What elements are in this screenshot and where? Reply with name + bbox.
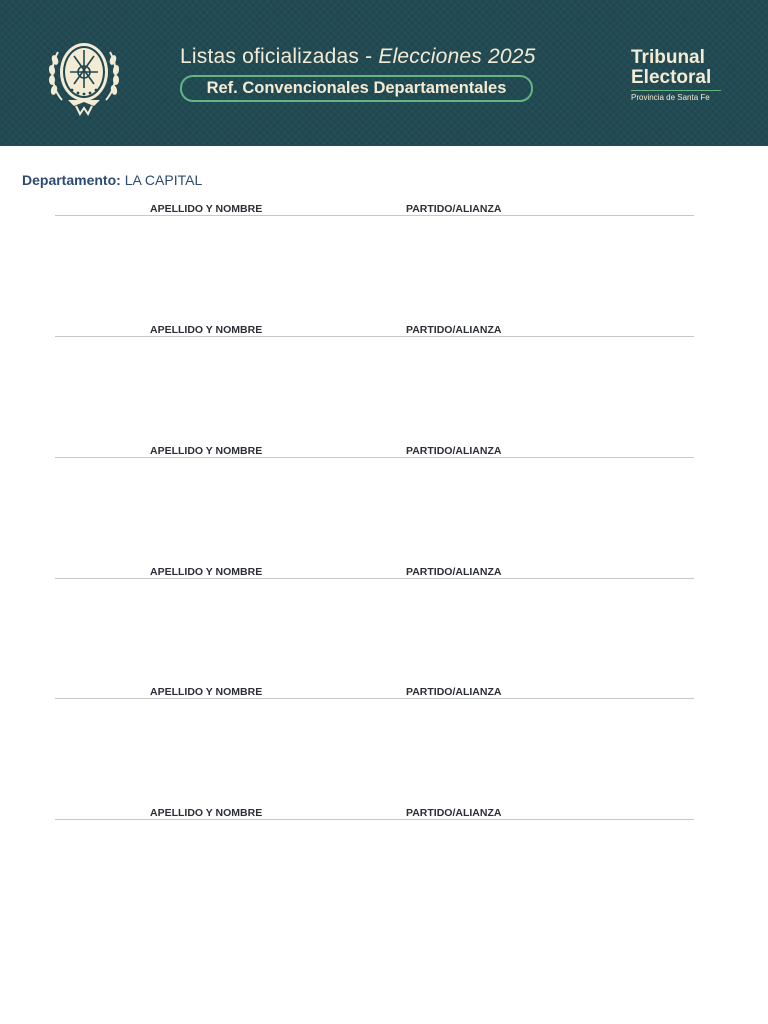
table-header-row [55, 203, 694, 216]
column-header-party: PARTIDO/ALIANZA [406, 566, 502, 578]
department-label: Departamento: [22, 172, 121, 188]
table-header-row [55, 445, 694, 458]
column-header-name: APELLIDO Y NOMBRE [150, 445, 263, 457]
column-header-party: PARTIDO/ALIANZA [406, 203, 502, 215]
department-value: LA CAPITAL [124, 172, 203, 188]
provincial-seal-icon [44, 34, 124, 118]
table-header-row [55, 566, 694, 579]
table-header-row [55, 807, 694, 820]
column-header-name: APELLIDO Y NOMBRE [150, 686, 263, 698]
table-header-row [55, 324, 694, 337]
brand-line-2: Electoral [631, 67, 712, 88]
header-title [180, 45, 535, 69]
column-header-party: PARTIDO/ALIANZA [406, 807, 502, 819]
table-header-row [55, 686, 694, 699]
brand-divider [631, 90, 721, 91]
header-banner [0, 0, 768, 146]
header-title-prefix: Listas oficializadas - [180, 45, 379, 68]
column-header-party: PARTIDO/ALIANZA [406, 445, 502, 457]
column-header-party: PARTIDO/ALIANZA [406, 686, 502, 698]
header-title-emphasis: Elecciones 2025 [378, 45, 536, 68]
column-header-name: APELLIDO Y NOMBRE [150, 807, 263, 819]
department-heading [22, 172, 202, 188]
header-subtitle: Ref. Convencionales Departamentales [206, 79, 507, 97]
brand-line-3: Provincia de Santa Fe [631, 93, 710, 102]
brand-logo [631, 48, 731, 103]
column-header-name: APELLIDO Y NOMBRE [150, 566, 263, 578]
header-subtitle-pill [180, 75, 533, 102]
column-header-name: APELLIDO Y NOMBRE [150, 324, 263, 336]
brand-line-1: Tribunal [631, 47, 705, 68]
column-header-name: APELLIDO Y NOMBRE [150, 203, 263, 215]
column-header-party: PARTIDO/ALIANZA [406, 324, 502, 336]
